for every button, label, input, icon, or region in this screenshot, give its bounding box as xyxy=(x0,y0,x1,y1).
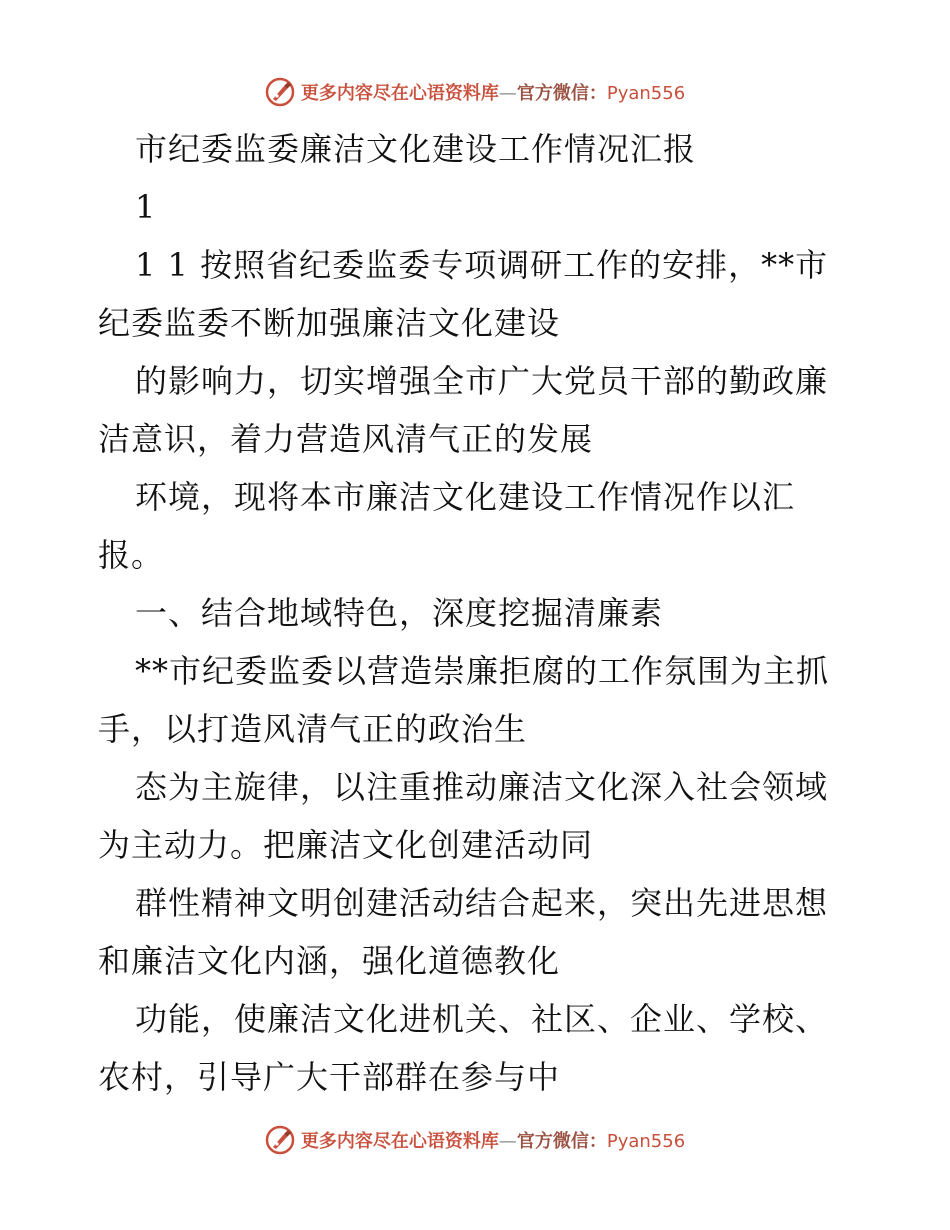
paragraph-line: 为主动力。把廉洁文化创建活动同 xyxy=(98,826,594,864)
paragraph-line: 1 1 按照省纪委监委专项调研工作的安排，**市 xyxy=(135,246,829,284)
paragraph-line: **市纪委监委以营造崇廉拒腐的工作氛围为主抓 xyxy=(135,652,830,690)
watermark-account: Pyan556 xyxy=(606,1131,686,1152)
paragraph-line: 态为主旋律，以注重推动廉洁文化深入社会领域 xyxy=(135,768,829,806)
paragraph-line: 1 xyxy=(135,188,157,226)
section-heading: 一、结合地域特色，深度挖掘清廉素 xyxy=(135,594,664,632)
watermark-dash: — xyxy=(498,1131,517,1152)
document-body xyxy=(98,120,858,1106)
document-title: 市纪委监委廉洁文化建设工作情况汇报 xyxy=(135,130,697,168)
watermark-main-text: 更多内容尽在心语资料库 xyxy=(300,83,499,104)
watermark-main-text: 更多内容尽在心语资料库 xyxy=(300,1131,499,1152)
watermark-text xyxy=(301,79,685,105)
watermark-label: 官方微信： xyxy=(516,1131,607,1152)
paragraph-line: 手，以打造风清气正的政治生 xyxy=(98,710,528,748)
watermark-dash: — xyxy=(498,83,517,104)
paragraph-line: 的影响力，切实增强全市广大党员干部的勤政廉 xyxy=(135,362,829,400)
paragraph-line: 和廉洁文化内涵，强化道德教化 xyxy=(98,942,561,980)
pen-nib-logo-icon xyxy=(265,1125,295,1155)
paragraph-line: 农村，引导广大干部群在参与中 xyxy=(98,1058,561,1096)
paragraph-line: 环境，现将本市廉洁文化建设工作情况作以汇 xyxy=(135,478,796,516)
paragraph-line: 功能，使廉洁文化进机关、社区、企业、学校、 xyxy=(135,1000,829,1038)
watermark-banner-bottom xyxy=(0,1120,950,1160)
watermark-text xyxy=(301,1127,685,1153)
watermark-banner-top xyxy=(0,72,950,112)
pen-nib-logo-icon xyxy=(265,77,295,107)
paragraph-line: 报。 xyxy=(98,536,165,574)
paragraph-line: 群性精神文明创建活动结合起来，突出先进思想 xyxy=(135,884,829,922)
watermark-label: 官方微信： xyxy=(516,83,607,104)
paragraph-line: 纪委监委不断加强廉洁文化建设 xyxy=(98,304,561,342)
paragraph-line: 洁意识，着力营造风清气正的发展 xyxy=(98,420,594,458)
watermark-account: Pyan556 xyxy=(606,83,686,104)
